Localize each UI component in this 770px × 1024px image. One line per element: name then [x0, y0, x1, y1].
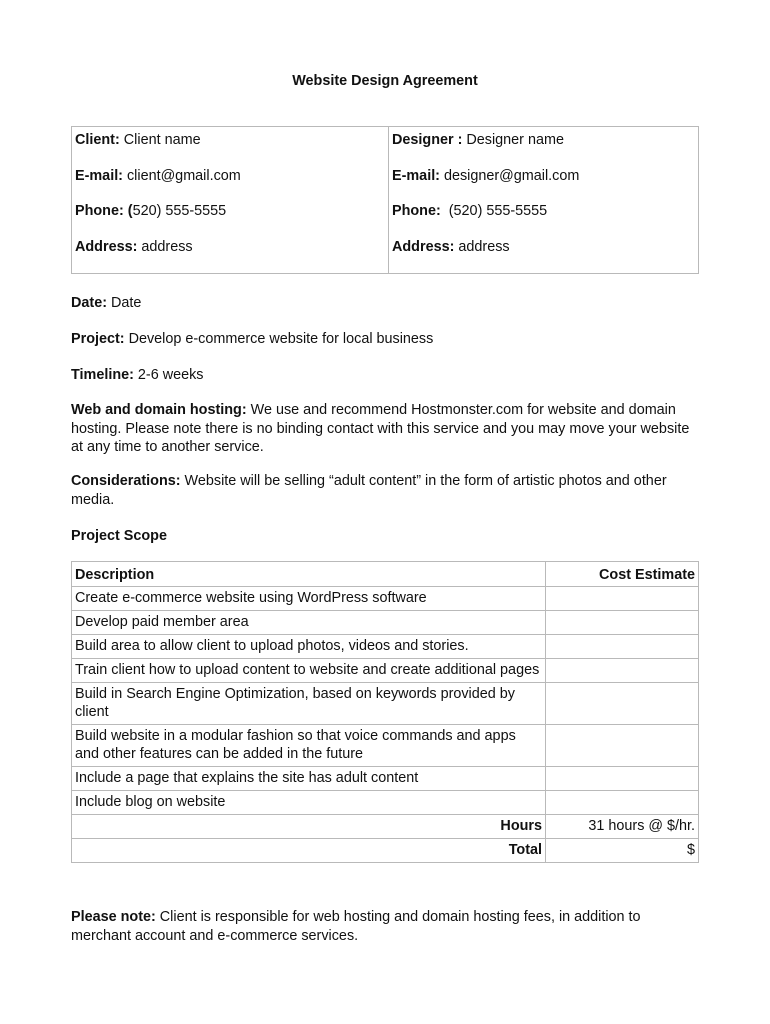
scope-item: Build in Search Engine Optimization, based on keywords provided by client [72, 683, 546, 725]
designer-info-cell [389, 127, 699, 274]
designer-address-line: Address: address [392, 238, 510, 255]
designer-email-line: E-mail: designer@gmail.com [392, 167, 580, 184]
table-row [72, 587, 699, 611]
scope-item: Build area to allow client to upload photos, videos and stories. [72, 635, 546, 659]
table-row [72, 659, 699, 683]
table-row [72, 791, 699, 815]
scope-item: Include a page that explains the site has adult content [72, 767, 546, 791]
client-address-line: Address: address [75, 238, 193, 255]
client-email-line: E-mail: client@gmail.com [75, 167, 241, 184]
scope-item: Include blog on website [72, 791, 546, 815]
client-phone-line: Phone: (520) 555-5555 [75, 203, 227, 219]
table-row [72, 725, 699, 767]
cost-cell [546, 791, 699, 815]
cost-cell [546, 587, 699, 611]
scope-item: Create e-commerce website using WordPress software [72, 587, 546, 611]
client-name-line: Client: Client name [75, 132, 201, 148]
considerations-paragraph: Considerations: Website will be selling “adult content” in the form of artistic photos and other media. [71, 473, 667, 508]
cost-cell [546, 635, 699, 659]
designer-name-line: Designer : Designer name [392, 132, 564, 148]
cost-cell [546, 611, 699, 635]
cost-cell [546, 683, 699, 725]
scope-item: Build website in a modular fashion so that voice commands and apps and other features can be added in the future [72, 725, 546, 767]
cost-cell [546, 725, 699, 767]
project-scope-table [71, 561, 699, 863]
table-row [72, 683, 699, 725]
project-line: Project: Develop e-commerce website for local business [71, 331, 434, 347]
hours-value: 31 hours @ $/hr. [546, 815, 699, 839]
please-note-paragraph: Please note: Client is responsible for web hosting and domain hosting fees, in addition to merchant account and e-commerce services. [71, 909, 641, 944]
total-row [72, 839, 699, 863]
timeline-line: Timeline: 2-6 weeks [71, 367, 204, 383]
cost-estimate-header: Cost Estimate [546, 562, 699, 587]
project-scope-title: Project Scope [71, 528, 167, 544]
designer-phone-line: Phone: (520) 555-5555 [392, 203, 548, 219]
cost-cell [546, 767, 699, 791]
date-line: Date: Date [71, 295, 142, 311]
hours-row [72, 815, 699, 839]
client-info-cell [72, 127, 389, 274]
scope-item: Train client how to upload content to website and create additional pages [72, 659, 546, 683]
scope-item: Develop paid member area [72, 611, 546, 635]
description-header: Description [72, 562, 546, 587]
parties-table [71, 126, 699, 274]
table-row [72, 611, 699, 635]
total-label: Total [72, 839, 546, 863]
table-row [72, 635, 699, 659]
hosting-paragraph: Web and domain hosting: We use and recommend Hostmonster.com for website and domain hosting. Please note there is no binding contact with this service and you may move your website at any time to another service. [71, 402, 690, 455]
hours-label: Hours [72, 815, 546, 839]
document-title: Website Design Agreement [292, 73, 478, 89]
table-row [72, 767, 699, 791]
cost-cell [546, 659, 699, 683]
total-value: $ [546, 839, 699, 863]
scope-header-row [72, 562, 699, 587]
